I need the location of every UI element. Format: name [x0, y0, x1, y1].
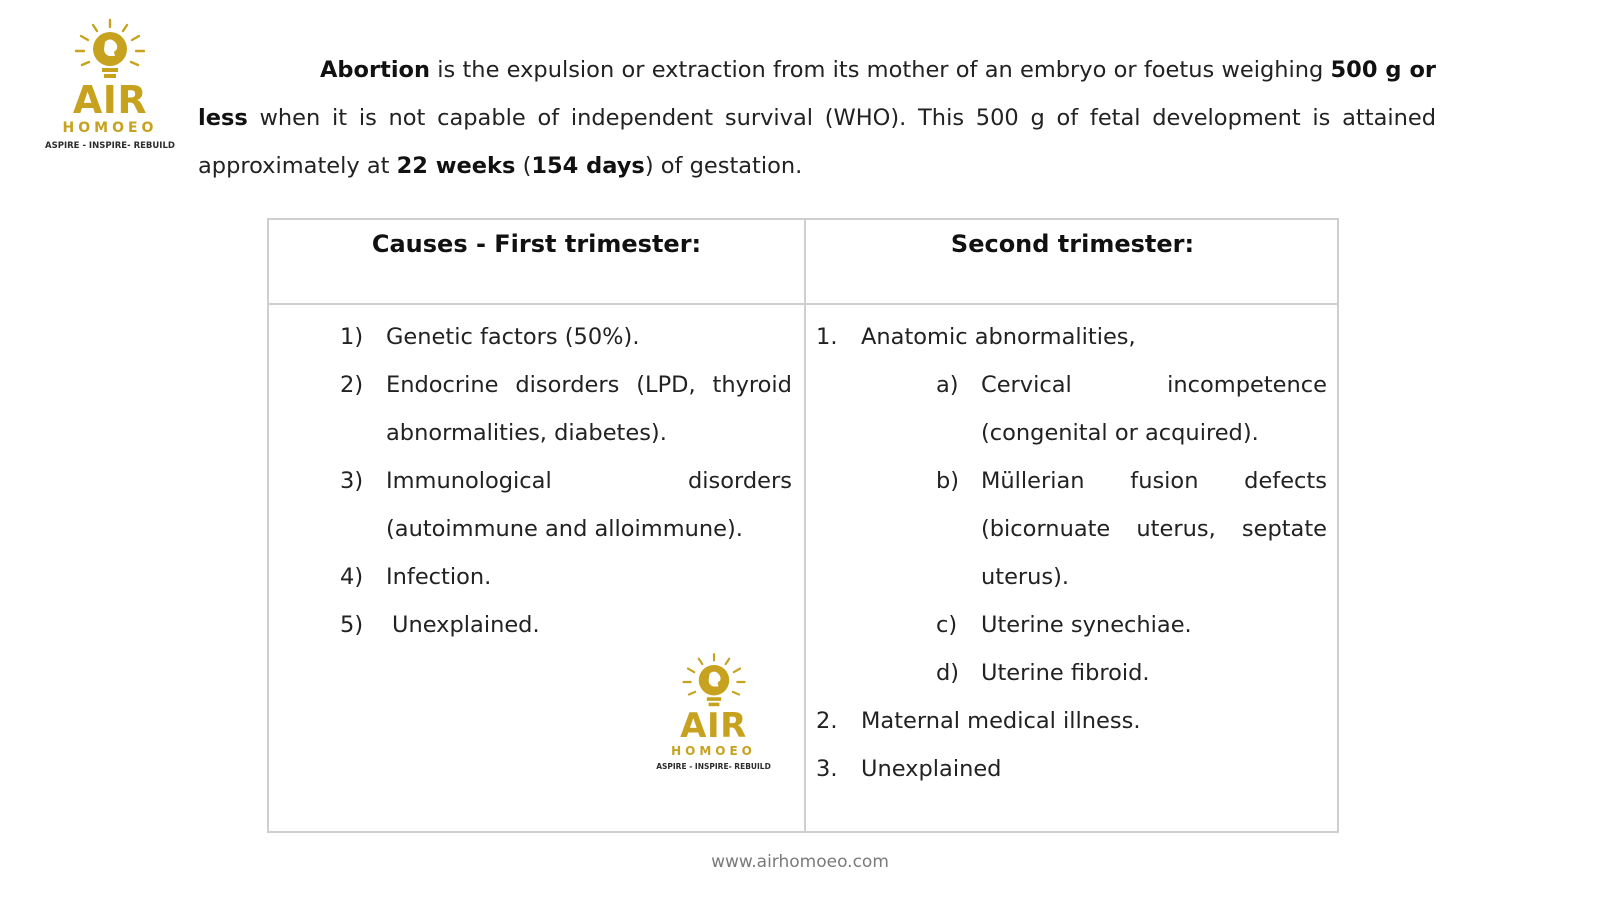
word: uterus, — [1136, 516, 1216, 542]
st-item-1: Anatomic abnormalities, — [861, 324, 1136, 350]
brand-logo — [45, 18, 175, 151]
ft-item-1: Genetic factors (50%). — [386, 324, 640, 350]
brand-tagline: ASPIRE - INSPIRE- REBUILD — [656, 762, 771, 771]
intro-bold-days: 154 days — [531, 153, 645, 179]
intro-bold-weeks: 22 weeks — [396, 153, 516, 179]
intro-text-4: ) of gestation. — [644, 153, 803, 179]
brand-logo-watermark — [656, 652, 771, 771]
ft-item-2-line1 — [386, 361, 792, 409]
st-item-3: Unexplained — [861, 756, 1002, 782]
table-divider-horizontal — [269, 303, 1337, 305]
lightbulb-head-icon — [679, 652, 749, 712]
ft-marker-3: 3) — [340, 468, 364, 494]
st-sub-b-line3: uterus). — [981, 564, 1070, 590]
word: disorders — [515, 372, 620, 398]
brand-word: AIR — [680, 706, 747, 746]
st-marker-2: 2. — [816, 708, 838, 734]
st-marker-3: 3. — [816, 756, 838, 782]
st-sub-a-line2: (congenital or acquired). — [981, 420, 1259, 446]
ft-item-3-line2: (autoimmune and alloimmune). — [386, 516, 743, 542]
intro-text-3: ( — [515, 153, 532, 179]
st-marker-1: 1. — [816, 324, 838, 350]
st-sub-b-line2 — [981, 505, 1327, 553]
st-sub-marker-a: a) — [936, 372, 959, 398]
st-sub-c: Uterine synechiae. — [981, 612, 1192, 638]
word: (LPD, — [636, 372, 696, 398]
intro-text-2: when it is not capable of independent survival (WHO). This 500 g of fetal development is attained approximately at — [198, 105, 1436, 179]
word: defects — [1244, 468, 1327, 494]
st-sub-a-line1 — [981, 361, 1327, 409]
brand-word: AIR — [72, 78, 148, 122]
word: Müllerian — [981, 468, 1085, 494]
word: septate — [1241, 516, 1327, 542]
word: incompetence — [1167, 372, 1327, 398]
st-sub-marker-d: d) — [936, 660, 960, 686]
table-divider-vertical — [804, 220, 806, 831]
header-first-trimester: Causes - First trimester: — [371, 230, 702, 258]
word: Immunological — [386, 468, 552, 494]
brand-sub: HOMOEO — [62, 120, 158, 136]
footer-url: www.airhomoeo.com — [711, 852, 889, 872]
word: disorders — [688, 468, 792, 494]
word: (bicornuate — [981, 516, 1111, 542]
st-sub-d: Uterine fibroid. — [981, 660, 1150, 686]
causes-table — [267, 218, 1339, 833]
word: fusion — [1130, 468, 1199, 494]
intro-bold-abortion: Abortion — [320, 57, 431, 83]
intro-paragraph — [198, 46, 1436, 190]
ft-marker-5: 5) — [340, 612, 364, 638]
ft-item-3-line1 — [386, 457, 792, 505]
st-sub-marker-c: c) — [936, 612, 958, 638]
intro-bold-weight: 500 g or less — [198, 57, 1437, 131]
ft-item-5: Unexplained. — [392, 612, 540, 638]
intro-text-1: is the expulsion or extraction from its mother of an embryo or foetus weighing — [430, 57, 1331, 83]
st-sub-marker-b: b) — [936, 468, 960, 494]
ft-item-2-line2: abnormalities, diabetes). — [386, 420, 667, 446]
st-item-2: Maternal medical illness. — [861, 708, 1141, 734]
header-second-trimester: Second trimester: — [950, 230, 1195, 258]
brand-tagline: ASPIRE - INSPIRE- REBUILD — [45, 141, 175, 151]
ft-marker-1: 1) — [340, 324, 364, 350]
ft-item-4: Infection. — [386, 564, 492, 590]
brand-sub: HOMOEO — [671, 744, 756, 758]
word: Endocrine — [386, 372, 499, 398]
st-sub-b-line1 — [981, 457, 1327, 505]
lightbulb-head-icon — [71, 18, 149, 84]
ft-marker-4: 4) — [340, 564, 364, 590]
ft-marker-2: 2) — [340, 372, 364, 398]
word: thyroid — [712, 372, 792, 398]
word: Cervical — [981, 372, 1072, 398]
